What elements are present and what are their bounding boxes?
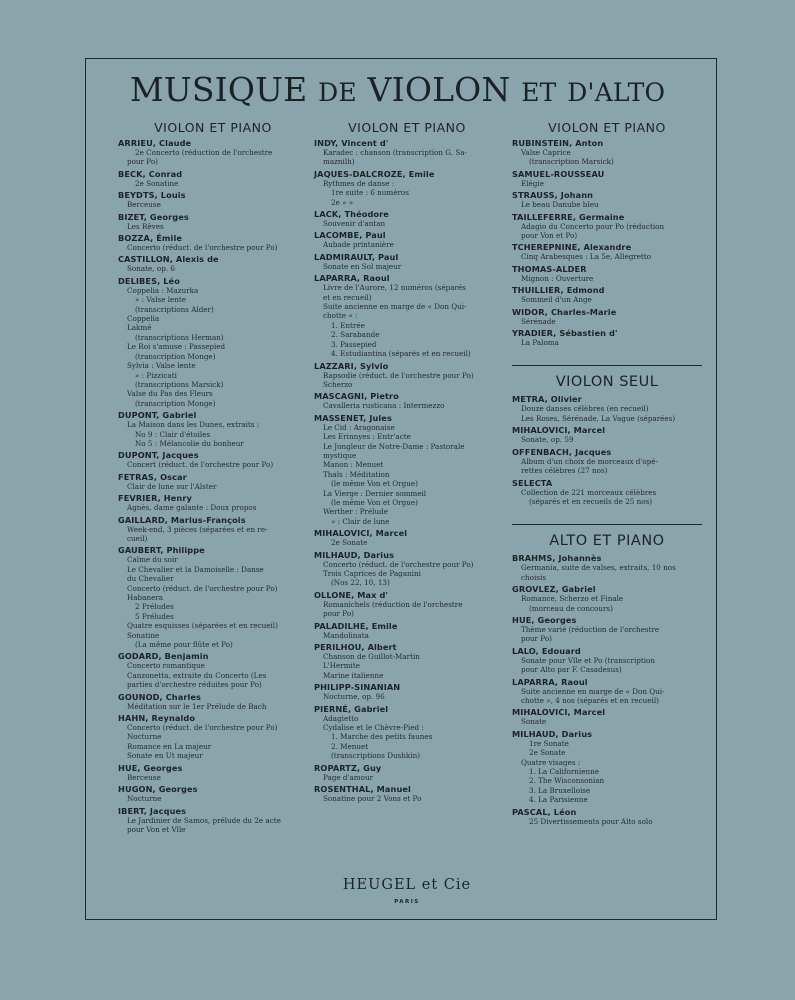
work-title: choisis xyxy=(521,572,546,582)
work-title: chotte », 4 nos (séparés et en recueil) xyxy=(521,695,659,705)
composer-name: BEYDTS, Louis xyxy=(118,190,186,201)
composer-name: STRAUSS, Johann xyxy=(512,190,594,201)
composer-name: LAPARRA, Raoul xyxy=(314,273,390,284)
composer-name: DELIBES, Léo xyxy=(118,275,180,286)
work-title: No 9 : Clair d'étoiles xyxy=(135,429,211,439)
composer-name: SAMUEL-ROUSSEAU xyxy=(512,168,605,179)
composer-name: MASSENET, Jules xyxy=(314,412,392,423)
composer-name: MASCAGNI, Pietro xyxy=(314,391,399,402)
work-title: Clair de lune sur l'Alster xyxy=(127,481,217,491)
work-title: Thème varié (réduction de l'orchestre xyxy=(521,624,660,634)
work-title: maznilh) xyxy=(323,157,355,167)
composer-name: CASTILLON, Alexis de xyxy=(118,254,219,265)
work-title: Concert (réduct. de l'orchestre pour Po) xyxy=(127,460,274,470)
work-title: Romance en La majeur xyxy=(127,741,212,751)
composer-name: HUGON, Georges xyxy=(118,784,198,795)
work-title: Karadec : chanson (transcription G. Sa- xyxy=(323,148,467,157)
work-title: La Maison dans les Dunes, extraits : xyxy=(127,420,260,430)
work-title: Thaïs : Méditation xyxy=(323,469,390,479)
work-title: Canzonetta, extraite du Concerto (Les xyxy=(127,670,267,680)
work-title: Werther : Prélude xyxy=(323,507,388,517)
work-title: Concerto (réduct. de l'orchestre pour Po) xyxy=(323,559,474,569)
work-title: Romanichels (réduction de l'orchestre xyxy=(323,599,463,609)
composer-name: FEVRIER, Henry xyxy=(118,493,192,504)
composer-name: PASCAL, Léon xyxy=(512,806,577,817)
work-title: pour Po) xyxy=(127,157,158,167)
work-title: » : Clair de lune xyxy=(331,516,390,526)
work-title: 2 Préludes xyxy=(135,602,174,612)
work-title: 2. Menuet xyxy=(331,741,369,751)
work-title: Manon : Menuet xyxy=(323,460,384,470)
work-title: 2e » » xyxy=(331,197,354,207)
composer-name: BRAHMS, Johannès xyxy=(512,553,602,564)
work-title: Valse du Pas des Fleurs xyxy=(127,389,213,399)
work-title: Les Rêves xyxy=(127,221,164,231)
work-title: Week-end, 3 pièces (séparées et en re- xyxy=(127,524,268,534)
composer-name: YRADIER, Sébastien d' xyxy=(512,328,618,339)
composer-list xyxy=(512,394,702,506)
work-title: Le Jardinier de Samos, prélude du 2e acte xyxy=(127,815,281,825)
work-title: pour Alto par F. Casadesus) xyxy=(521,665,622,675)
work-title: Le Chevalier et la Damoiselle : Danse xyxy=(127,564,264,574)
work-title: Elégie xyxy=(521,178,544,188)
work-title: Sommeil d'un Ange xyxy=(521,295,592,305)
work-title: Le beau Danube bleu xyxy=(521,200,599,210)
work-title: 25 Divertissements pour Alto solo xyxy=(529,816,653,826)
work-title: Adagio du Concerto pour Po (réduction xyxy=(521,221,665,231)
section-heading: ALTO ET PIANO xyxy=(549,533,665,550)
work-title: 2e Sonate xyxy=(331,538,368,548)
work-title: Collection de 221 morceaux célèbres xyxy=(521,487,657,497)
column-middle xyxy=(314,120,500,805)
work-title: Album d'un choix de morceaux d'opé- xyxy=(521,456,658,466)
work-title: Sonate xyxy=(521,717,547,727)
work-title: (La même pour flûte et Po) xyxy=(135,640,233,650)
work-title: 5 Préludes xyxy=(135,611,174,621)
work-title: Concerto romantique xyxy=(127,661,205,671)
work-title: rettes célèbres (27 nos) xyxy=(521,466,608,476)
composer-name: MILHAUD, Darius xyxy=(314,549,395,560)
composer-name: GODARD, Benjamin xyxy=(118,651,209,662)
section-heading: VIOLON ET PIANO xyxy=(154,120,272,135)
work-title: (transcription Monge) xyxy=(135,351,216,361)
section-heading: VIOLON SEUL xyxy=(555,374,659,391)
work-title: Sonate en Sol majeur xyxy=(323,261,402,271)
work-title: Le Jongleur de Notre-Dame : Pastorale xyxy=(323,441,465,451)
composer-name: HUE, Georges xyxy=(512,614,577,625)
work-title: 1re suite : 6 numéros xyxy=(331,188,409,198)
work-title: 2e Concerto (réduction de l'orchestre xyxy=(135,148,273,157)
work-title: Nocturne xyxy=(127,732,162,742)
composer-name: HUE, Georges xyxy=(118,762,183,773)
composer-name: ARRIEU, Claude xyxy=(118,138,192,148)
work-title: (transcriptions Marsick) xyxy=(135,379,224,389)
work-title: 2e Sonatine xyxy=(135,178,179,188)
work-title: Calme du soir xyxy=(127,555,178,565)
composer-name: JAQUES-DALCROZE, Emile xyxy=(314,168,435,179)
composer-name: BOZZA, Émile xyxy=(118,233,183,244)
work-title: Nocturne xyxy=(127,794,162,804)
work-title: Page d'amour xyxy=(323,772,374,782)
work-title: Valse Caprice xyxy=(521,148,571,157)
work-title: Quatre visages : xyxy=(521,757,581,767)
composer-name: IBERT, Jacques xyxy=(118,805,187,816)
work-title: Lakmé xyxy=(127,323,152,333)
work-title: Mignon : Ouverture xyxy=(521,273,594,283)
work-title: Sérénade xyxy=(521,316,556,326)
composer-name: PHILIPP-SINANIAN xyxy=(314,682,401,693)
work-title: Rythmes de danse : xyxy=(323,178,395,188)
work-title: Berceuse xyxy=(127,200,161,210)
work-title: (transcriptions Herman) xyxy=(135,332,224,342)
work-title: 1re Sonate xyxy=(529,738,569,748)
composer-name: MIHALOVICI, Marcel xyxy=(314,528,408,539)
publisher-imprint xyxy=(314,877,500,905)
work-title: Aubade printanière xyxy=(323,240,394,250)
work-title: Marine italienne xyxy=(323,670,384,680)
work-title: 1. La Californienne xyxy=(529,767,599,776)
composer-name: WIDOR, Charles-Marie xyxy=(512,306,617,317)
work-title: Sylvia : Valse lente xyxy=(127,361,196,371)
composer-name: RUBINSTEIN, Anton xyxy=(512,138,604,148)
section-heading: VIOLON ET PIANO xyxy=(548,120,666,135)
work-title: Cinq Arabesques : La 5e, Allegretto xyxy=(521,252,652,262)
work-title: Suite ancienne en marge de « Don Qui- xyxy=(323,302,467,312)
composer-name: MIHALOVICI, Marcel xyxy=(512,425,606,436)
composer-name: THUILLIER, Edmond xyxy=(512,285,605,296)
divider xyxy=(512,524,702,525)
work-title: Sonatine pour 2 Vons et Po xyxy=(323,794,422,804)
work-title: Sonate pour Vlle et Po (transcription xyxy=(521,655,656,665)
composer-name: GAILLARD, Marius-François xyxy=(118,514,246,525)
composer-name: PIERNÉ, Gabriel xyxy=(314,703,389,714)
composer-name: ROPARTZ, Guy xyxy=(314,762,382,773)
work-title: (séparés et en recueils de 25 nos) xyxy=(529,496,653,506)
composer-name: GROVLEZ, Gabriel xyxy=(512,584,596,595)
work-title: pour Von et Po) xyxy=(521,231,578,241)
column-right xyxy=(512,120,702,827)
work-title: mystique xyxy=(323,450,357,460)
work-title: Cavalleria rusticana : Intermezzo xyxy=(323,401,445,411)
work-title: Scherzo xyxy=(323,379,353,389)
work-title: Souvenir d'antan xyxy=(323,219,386,229)
work-title: Douze danses célèbres (en recueil) xyxy=(521,404,649,414)
work-title: Concerto (réduct. de l'orchestre pour Po) xyxy=(127,723,278,733)
work-title: 2. Sarabande xyxy=(331,330,380,340)
composer-name: LADMIRAULT, Paul xyxy=(314,251,399,262)
composer-name: MILHAUD, Darius xyxy=(512,728,593,739)
work-title: 4. La Parisienne xyxy=(529,795,588,805)
publisher-name: HEUGEL et Cie xyxy=(342,877,472,893)
composer-name: FETRAS, Oscar xyxy=(118,471,187,482)
composer-list xyxy=(512,138,702,347)
work-title: No 5 : Mélancolie du bonheur xyxy=(135,438,244,448)
composer-list xyxy=(512,553,702,826)
work-title: Berceuse xyxy=(127,772,161,782)
work-title: cueil) xyxy=(127,533,148,543)
column-left xyxy=(118,120,308,835)
composer-name: DUPONT, Jacques xyxy=(118,450,199,461)
composer-name: LACK, Théodore xyxy=(314,209,389,220)
work-title: 3. La Bruxelloise xyxy=(529,785,591,795)
composer-name: OLLONE, Max d' xyxy=(314,589,389,600)
composer-name: ROSENTHAL, Manuel xyxy=(314,784,411,795)
work-title: Germania, suite de valses, extraits, 10 nos xyxy=(521,563,676,573)
composer-name: INDY, Vincent d' xyxy=(314,138,389,148)
composer-name: OFFENBACH, Jacques xyxy=(512,446,612,457)
work-title: » : Valse lente xyxy=(135,295,187,305)
work-title: Sonate, op. 6 xyxy=(127,264,175,274)
composer-list xyxy=(118,138,308,834)
work-title: 1. Entrée xyxy=(331,320,365,330)
work-title: (morceau de concours) xyxy=(529,603,613,613)
divider xyxy=(512,365,702,366)
section-heading: VIOLON ET PIANO xyxy=(348,120,466,135)
work-title: Habanera xyxy=(127,593,164,602)
work-title: et en recueil) xyxy=(323,292,372,302)
work-title: Méditation sur le 1er Prélude de Bach xyxy=(127,701,267,711)
composer-name: LAPARRA, Raoul xyxy=(512,676,588,687)
composer-name: PALADILHE, Emile xyxy=(314,620,398,631)
work-title: Coppelia xyxy=(127,314,160,324)
work-title: 3. Passepied xyxy=(331,339,377,349)
work-title: La Vierge : Dernier sommeil xyxy=(323,488,427,498)
composer-name: HAHN, Reynaldo xyxy=(118,713,196,724)
work-title: 4. Estudiantina (séparés et en recueil) xyxy=(331,349,471,359)
work-title: Sonate en Ut majeur xyxy=(127,751,203,761)
composer-list xyxy=(314,138,500,804)
work-title: L'Hermite xyxy=(323,661,360,671)
work-title: Rapsodie (réduct. de l'orchestre pour Po) xyxy=(323,370,474,380)
work-title: pour Po) xyxy=(521,634,552,644)
composer-name: PERILHOU, Albert xyxy=(314,642,397,653)
work-title: 2. The Wisconsonian xyxy=(529,776,605,786)
work-title: Livre de l'Aurore, 12 numéros (séparés xyxy=(323,283,466,293)
composer-name: METRA, Olivier xyxy=(512,394,582,405)
work-title: Adagietto xyxy=(323,713,359,723)
work-title: Chanson de Guillot-Martin xyxy=(323,652,420,662)
work-title: Coppelia : Mazurka xyxy=(127,285,199,295)
composer-name: LALO, Edouard xyxy=(512,645,581,656)
composer-name: BIZET, Georges xyxy=(118,211,189,222)
composer-name: LAZZARI, Sylvio xyxy=(314,360,389,371)
composer-name: GAUBERT, Philippe xyxy=(118,545,205,556)
composer-name: SELECTA xyxy=(512,477,553,488)
composer-name: BECK, Conrad xyxy=(118,168,183,179)
composer-name: LACOMBE, Paul xyxy=(314,230,386,241)
composer-name: MIHALOVICI, Marcel xyxy=(512,707,606,718)
work-title: 1. Marche des petits faunes xyxy=(331,732,433,742)
publisher-city: PARIS xyxy=(394,899,420,905)
composer-name: TCHEREPNINE, Alexandre xyxy=(512,242,632,253)
work-title: Romance, Scherzo et Finale xyxy=(521,594,624,604)
work-title: Agnès, dame galante : Doux propos xyxy=(127,503,257,513)
work-title: (le même Von et Orgue) xyxy=(331,479,418,489)
work-title: Nocturne, op. 96 xyxy=(323,692,385,702)
work-title: pour Po) xyxy=(323,609,354,619)
composer-name: DUPONT, Gabriel xyxy=(118,410,197,421)
work-title: Les Roses, Sérénade, La Vague (séparées) xyxy=(521,413,676,423)
work-title: » : Pizzicati xyxy=(135,370,177,380)
work-title: Le Roi s'amuse : Passepied xyxy=(127,342,226,352)
composer-name: TAILLEFERRE, Germaine xyxy=(512,211,625,222)
work-title: Trois Caprices de Paganini xyxy=(323,569,421,578)
work-title: (transcription Marsick) xyxy=(529,157,614,167)
work-title: (transcription Monge) xyxy=(135,398,216,408)
page-title: MUSIQUE DE VIOLON ET D'ALTO xyxy=(129,70,666,109)
work-title: parties d'orchestre réduites pour Po) xyxy=(127,680,262,690)
work-title: Les Erinnyes : Entr'acte xyxy=(323,432,411,442)
work-title: Cydalise et le Chèvre-Pied : xyxy=(323,723,424,733)
work-title: Sonatine xyxy=(127,630,160,640)
work-title: Mandolinata xyxy=(323,630,369,640)
work-title: Quatre esquisses (séparées et en recueil) xyxy=(127,621,278,631)
work-title: (transcriptions Alder) xyxy=(135,304,214,314)
work-title: pour Von et Vlle xyxy=(127,824,186,834)
composer-name: GOUNOD, Charles xyxy=(118,691,202,702)
work-title: La Paloma xyxy=(521,338,559,348)
work-title: du Chevalier xyxy=(127,574,174,584)
work-title: Le Cid : Aragonaise xyxy=(323,422,395,432)
work-title: 2e Sonate xyxy=(529,748,566,758)
composer-name: THOMAS-ALDER xyxy=(512,263,587,274)
work-title: Sonate, op. 59 xyxy=(521,435,574,445)
work-title: Concerto (réduct. de l'orchestre pour Po) xyxy=(127,243,278,253)
work-title: Suite ancienne en marge de « Don Qui- xyxy=(521,686,665,696)
work-title: Concerto (réduct. de l'orchestre pour Po) xyxy=(127,583,278,593)
work-title: chotte » : xyxy=(323,311,358,321)
work-title: (le même Von et Orgue) xyxy=(331,497,418,507)
work-title: (transcriptions Dushkin) xyxy=(331,751,421,761)
work-title: (Nos 22, 10, 13) xyxy=(331,578,390,588)
